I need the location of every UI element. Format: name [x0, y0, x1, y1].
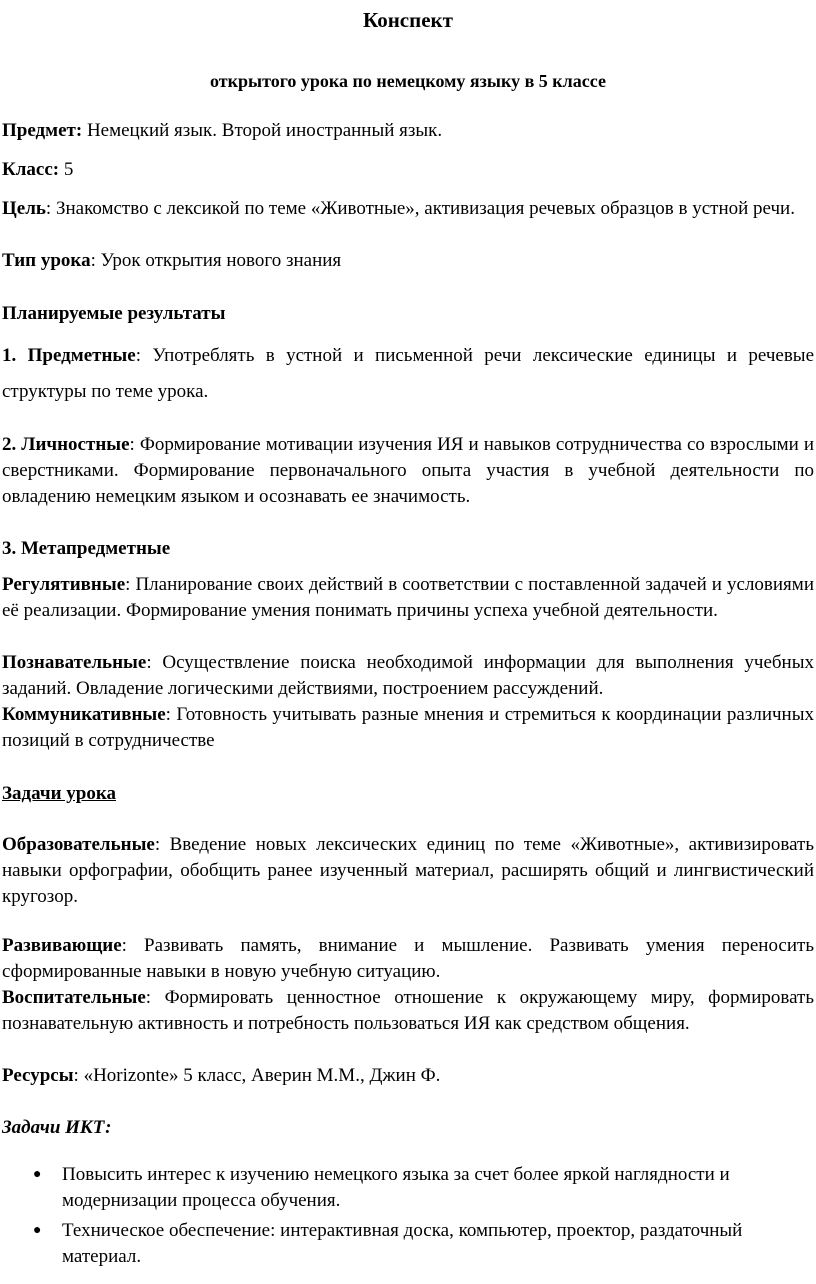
grade-label: Класс:: [2, 159, 60, 180]
subject-results-value: : Употреблять в устной и письменной речи лексические единицы и речевые структуры по теме урока.: [2, 345, 815, 402]
page-title: Конспект: [363, 8, 453, 32]
personal-results-paragraph: [2, 432, 814, 510]
upbringing-paragraph: [2, 985, 814, 1037]
subject-label: Предмет:: [2, 120, 83, 141]
communicative-paragraph: [2, 702, 814, 754]
grade-line: [2, 157, 814, 183]
cognitive-value: : Осуществление поиска необходимой информации для выполнения учебных заданий. Овладение логическими действиями, построением рассуждений.: [2, 652, 814, 699]
educational-label: Образовательные: [2, 834, 155, 855]
cognitive-paragraph: [2, 650, 814, 702]
page-subtitle: открытого урока по немецкому языку в 5 классе: [210, 71, 606, 91]
upbringing-value: : Формировать ценностное отношение к окружающему миру, формировать познавательную активность и потребность пользоваться ИЯ как средством общения.: [2, 987, 814, 1034]
lesson-type-value: : Урок открытия нового знания: [90, 250, 342, 271]
grade-value: 5: [59, 159, 74, 180]
subject-value: Немецкий язык. Второй иностранный язык.: [82, 120, 443, 141]
educational-paragraph: [2, 832, 814, 910]
goal-value: : Знакомство с лексикой по теме «Животные», активизация речевых образцов в устной речи.: [45, 198, 795, 219]
subject-results-label: 1. Предметные: [2, 345, 136, 366]
bullet-dot-icon: ●: [33, 1223, 42, 1238]
communicative-value: : Готовность учитывать разные мнения и стремиться к координации различных позиций в сотрудничестве: [2, 704, 814, 751]
ict-heading: Задачи ИКТ:: [2, 1117, 112, 1138]
goal-paragraph: [2, 196, 814, 222]
meta-heading: 3. Метапредметные: [2, 538, 171, 559]
personal-results-value: : Формирование мотивации изучения ИЯ и навыков сотрудничества со взрослыми и сверстниками. Формирование первоначального опыта участия в учебной деятельности по овладению немецким языком и осознавать ее значимость.: [2, 434, 815, 507]
personal-results-label: 2. Личностные: [2, 434, 130, 455]
lesson-type-label: Тип урока: [2, 250, 91, 271]
communicative-label: Коммуникативные: [2, 704, 166, 725]
lesson-type-line: [2, 248, 814, 274]
resources-line: [2, 1063, 814, 1089]
tasks-heading: Задачи урока: [2, 783, 117, 804]
ict-list: [0, 1162, 800, 1274]
bullet-dot-icon: ●: [33, 1167, 42, 1182]
subject-results-paragraph: [2, 338, 814, 410]
resources-label: Ресурсы: [2, 1065, 74, 1086]
results-heading: Планируемые результаты: [2, 303, 226, 324]
subject-line: [2, 118, 814, 144]
developing-value: : Развивать память, внимание и мышление. Развивать умения переносить сформированные навыки в новую учебную ситуацию.: [2, 935, 814, 982]
regulatory-paragraph: [2, 572, 814, 624]
list-item: ● Повысить интерес к изучению немецкого языка за счет более яркой наглядности и модернизации процесса обучения.: [33, 1164, 730, 1211]
list-item: ● Техническое обеспечение: интерактивная доска, компьютер, проектор, раздаточный материал.: [33, 1220, 743, 1267]
developing-paragraph: [2, 933, 814, 985]
resources-value: : «Horizonte» 5 класс, Аверин М.М., Джин Ф.: [73, 1065, 441, 1086]
educational-value: : Введение новых лексических единиц по теме «Животные», активизировать навыки орфографии, обобщить ранее изученный материал, расширять общий и лингвистический кругозор.: [2, 834, 814, 907]
goal-label: Цель: [2, 198, 46, 219]
developing-label: Развивающие: [2, 935, 122, 956]
cognitive-label: Познавательные: [2, 652, 147, 673]
upbringing-label: Воспитательные: [2, 987, 146, 1008]
regulatory-value: : Планирование своих действий в соответствии с поставленной задачей и условиями её реализации. Формирование умения понимать причины успеха учебной деятельности.: [2, 574, 814, 621]
regulatory-label: Регулятивные: [2, 574, 126, 595]
